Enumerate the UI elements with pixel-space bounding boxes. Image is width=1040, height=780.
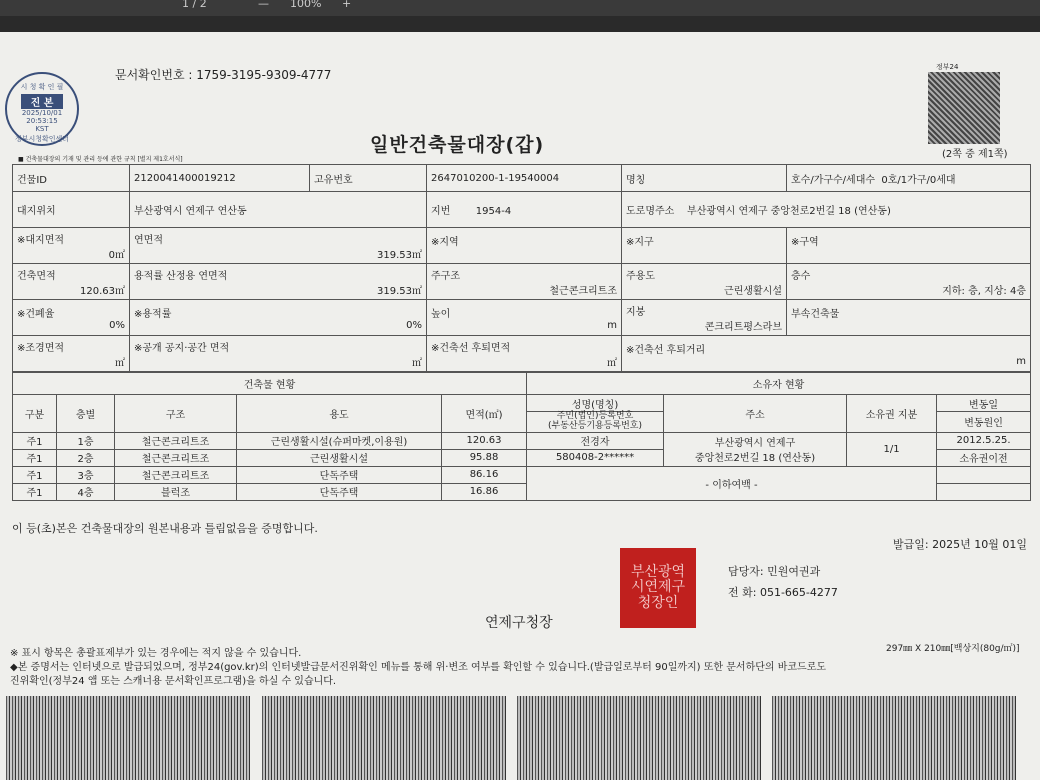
form-rule: ■ 건축물대장의 기재 및 관리 등에 관한 규칙 [별지 제1호서식] — [18, 156, 183, 163]
annex-cell: 부속건축물 — [787, 300, 1031, 336]
far-cell: ※용적률 0% — [130, 300, 427, 336]
col-owner-name: 성명(명칭) — [527, 395, 664, 412]
certification-seal-icon: 시 청 확 인 필 진 본 2025/10/01 20:53:15 KST 정부시청확인센터 — [5, 72, 79, 146]
units-cell: 호수/가구수/세대수 0호/1가구/0세대 — [787, 165, 1031, 192]
note-2: ◆본 증명서는 인터넷으로 발급되었으며, 정부24(gov.kr)의 인터넷발급문서진위확인 메뉴를 통해 위·변조 여부를 확인할 수 있습니다.(발급일로부터 90일까지) 또한 문서하단의 바코드로도 — [10, 662, 827, 673]
roof-cell: 지붕 콘크리트평스라브 — [622, 300, 787, 336]
owner-share: 1/1 — [847, 432, 937, 466]
viewer-toolbar — [0, 0, 1040, 16]
barcode-icon — [517, 696, 761, 780]
road-cell: 도로명주소 부산광역시 연제구 중앙천로2번길 18 (연산동) — [622, 192, 1031, 228]
col-type: 구분 — [13, 395, 57, 433]
floors-cell: 층수 지하: 층, 지상: 4층 — [787, 264, 1031, 300]
change-cause: 소유권이전 — [937, 449, 1031, 466]
far-area-cell: 용적률 산정용 연면적 319.53㎡ — [130, 264, 427, 300]
structure-cell: 주구조 철근콘크리트조 — [427, 264, 622, 300]
col-change-cause: 변동원인 — [937, 412, 1031, 433]
units-value: 0호/1가구/0세대 — [881, 174, 956, 186]
blank-marker: - 이하여백 - — [527, 466, 937, 500]
owner-address: 부산광역시 연제구 중앙천로2번길 18 (연산동) — [664, 432, 847, 466]
officer-text: 담당자: 민원여권과 — [728, 565, 821, 578]
col-address: 주소 — [664, 395, 847, 433]
open-space-cell: ※공개 공지·공간 면적 ㎡ — [130, 336, 427, 372]
floor-area-cell: 연면적 319.53㎡ — [130, 228, 427, 264]
barcode-icon — [6, 696, 250, 780]
paper-spec: 297㎜ X 210㎜[백상지(80g/㎡)] — [886, 644, 1020, 654]
building-info-table — [12, 164, 1031, 372]
official-stamp-icon: 부산광역시연제구청장인 — [620, 548, 696, 628]
col-change-date: 변동일 — [937, 395, 1031, 412]
area-cell: ※구역 — [787, 228, 1031, 264]
land-area-cell: ※대지면적 0㎡ — [13, 228, 130, 264]
note-1: ※ 표시 항목은 총괄표제부가 있는 경우에는 적지 않을 수 있습니다. — [10, 648, 302, 659]
zoom-in-button[interactable]: + — [342, 0, 352, 10]
landscape-cell: ※조경면적 ㎡ — [13, 336, 130, 372]
site-label: 대지위치 — [13, 192, 130, 228]
name-label: 명칭 — [622, 165, 787, 192]
zoom-out-button[interactable]: — — [258, 0, 269, 10]
issuing-office: 연제구청장 — [485, 615, 553, 631]
lot-value: 1954-4 — [475, 206, 512, 218]
barcode-icon — [772, 696, 1016, 780]
owner-name: 전경자 — [527, 432, 664, 449]
col-use: 용도 — [237, 395, 442, 433]
col-floor: 층별 — [57, 395, 115, 433]
owner-reg-no: 580408-2****** — [527, 449, 664, 466]
bcr-cell: ※건폐율 0% — [13, 300, 130, 336]
zoom-level[interactable]: 100% — [290, 0, 322, 10]
setback-area-cell: ※건축선 후퇴면적 ㎡ — [427, 336, 622, 372]
setback-dist-cell: ※건축선 후퇴거리 m — [622, 336, 1031, 372]
table-row: 주1 2층 철근콘크리트조 근린생활시설 95.88 580408-2****** 소유권이전 — [13, 449, 1031, 466]
document-page — [0, 32, 1040, 780]
col-structure: 구조 — [115, 395, 237, 433]
district-cell: ※지구 — [622, 228, 787, 264]
id-label: 건물ID — [13, 165, 130, 192]
certification-text: 이 등(초)본은 건축물대장의 원본내용과 틀림없음을 증명합니다. — [12, 522, 318, 535]
road-value: 부산광역시 연제구 중앙천로2번길 18 (연산동) — [687, 206, 891, 218]
col-reg-no: 주민(법인)등록번호 (부동산등기용등록번호) — [527, 412, 664, 433]
zone-cell: ※지역 — [427, 228, 622, 264]
page-title: 일반건축물대장(갑) — [370, 134, 545, 156]
building-status-header: 건축물 현황 — [13, 373, 527, 395]
qr-code-icon — [928, 72, 1000, 144]
barcode-icon — [262, 696, 506, 780]
use-cell: 주용도 근린생활시설 — [622, 264, 787, 300]
qr-label: 정부24 — [936, 63, 959, 71]
phone-text: 전 화: 051-665-4277 — [728, 586, 838, 599]
document-number: 문서확인번호 : 1759-3195-9309-4777 — [115, 68, 332, 82]
page-count: (2쪽 중 제1쪽) — [942, 149, 1008, 160]
page-indicator[interactable]: 1 / 2 — [182, 0, 207, 10]
lot-cell: 지번 1954-4 — [427, 192, 622, 228]
table-row: 주1 3층 철근콘크리트조 단독주택 86.16 - 이하여백 - — [13, 466, 1031, 483]
change-date: 2012.5.25. — [937, 432, 1031, 449]
site-value: 부산광역시 연제구 연산동 — [130, 192, 427, 228]
table-row: 주1 1층 철근콘크리트조 근린생활시설(슈퍼마켓,이용원) 120.63 전경자 부산광역시 연제구 중앙천로2번길 18 (연산동) 1/1 2012.5.25. — [13, 432, 1031, 449]
col-share: 소유권 지분 — [847, 395, 937, 433]
unique-value: 2647010200-1-19540004 — [427, 165, 622, 192]
note-3: 진위확인(정부24 앱 또는 스캐너용 문서확인프로그램)을 하실 수 있습니다. — [10, 676, 337, 687]
table-row: 주1 4층 블럭조 단독주택 16.86 — [13, 483, 1031, 500]
status-table — [12, 372, 1031, 501]
height-cell: 높이 m — [427, 300, 622, 336]
col-area: 면적(㎡) — [442, 395, 527, 433]
unique-label: 고유번호 — [310, 165, 427, 192]
bldg-area-cell: 건축면적 120.63㎡ — [13, 264, 130, 300]
issue-date: 발급일: 2025년 10월 01일 — [893, 538, 1027, 551]
id-value: 2120041400019212 — [130, 165, 310, 192]
owner-status-header: 소유자 현황 — [527, 373, 1031, 395]
